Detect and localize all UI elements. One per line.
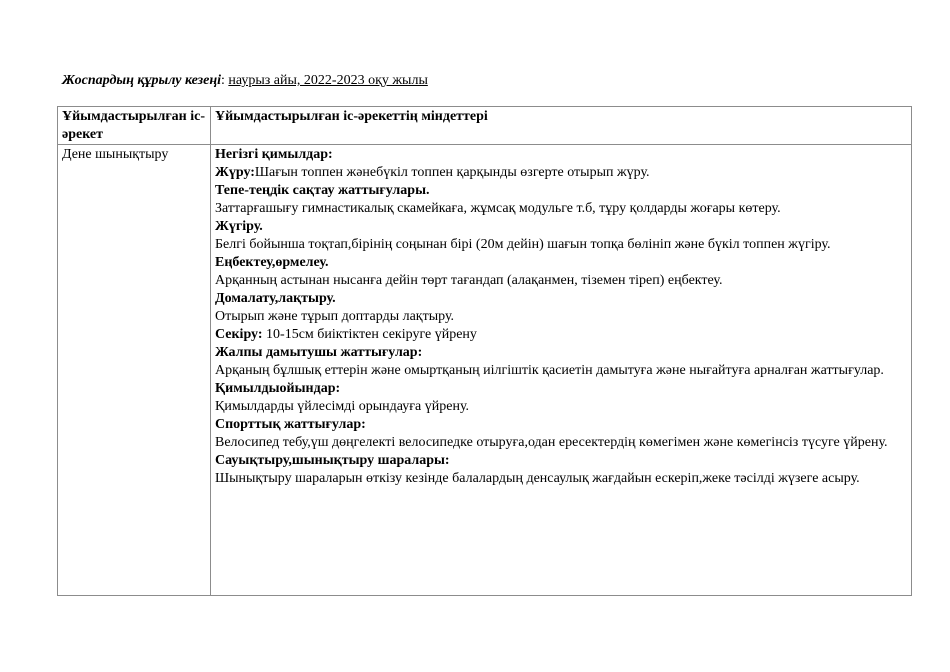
section-text-health-measures: Шынықтыру шараларын өткізу кезінде балалардың денсаулық жағдайын ескеріп,жеке тәсілді жүзеге асыру. xyxy=(215,471,860,486)
section-text-general-exercises: Арқаның бұлшық еттерін және омыртқаның иілгіштік қасиетін дамытуға және нығайтуға арналған жаттығулар. xyxy=(215,363,884,378)
section-text-running: Белгі бойынша тоқтап,бірінің соңынан бірі (20м дейін) шағын топқа бөлініп және бүкіл топпен жүгіру. xyxy=(215,237,831,252)
section-text-throwing: Отырып және тұрып доптарды лақтыру. xyxy=(215,309,455,324)
section-text-active-games: Қимылдарды үйлесімді орындауға үйрену. xyxy=(215,399,470,414)
section-title-balance: Тепе-теңдік сақтау жаттығулары. xyxy=(215,183,430,198)
table-header-row xyxy=(58,107,912,145)
section-title-walking: Жүру: xyxy=(215,165,255,180)
section-text-jumping: 10-15см биіктіктен секіруге үйрену xyxy=(262,327,477,342)
section-title-health-measures: Сауықтыру,шынықтыру шаралары: xyxy=(215,453,450,468)
section-text-balance: Заттарғашығу гимнастикалық скамейкаға, жұмсақ модульге т.б, тұру қолдарды жоғары көтеру. xyxy=(215,201,781,216)
section-title-active-games: Қимылдыойындар: xyxy=(215,381,341,396)
plan-period-separator: : xyxy=(220,73,229,88)
section-jumping xyxy=(215,326,907,344)
plan-period-label: Жоспардың құрылу кезеңі xyxy=(62,73,221,88)
section-text-walking: Шағын топпен жәнебүкіл топпен қарқынды өзгерте отырып жүру. xyxy=(254,165,650,180)
activity-cell: Дене шынықтыру xyxy=(58,145,211,596)
tasks-cell xyxy=(211,145,912,596)
section-title-sports-exercises: Спорттық жаттығулар: xyxy=(215,417,366,432)
column-header-tasks: Ұйымдастырылған іс-әрекеттің міндеттері xyxy=(211,107,912,145)
section-walking xyxy=(215,164,907,182)
section-title-running: Жүгіру. xyxy=(215,219,263,234)
section-title-throwing: Домалату,лақтыру. xyxy=(215,291,336,306)
column-header-activity: Ұйымдастырылған іс-әрекет xyxy=(58,107,211,145)
plan-period-header xyxy=(62,72,428,90)
section-title-crawling: Еңбектеу,өрмелеу. xyxy=(215,255,329,270)
section-text-crawling: Арқанның астынан нысанға дейін төрт тағандап (алақанмен, тіземен тіреп) еңбектеу. xyxy=(215,273,723,288)
plan-period-value: наурыз айы, 2022-2023 оқу жылы xyxy=(228,73,428,88)
section-text-sports-exercises: Велосипед тебу,үш дөңгелекті велосипедке отыруға,одан ересектердің көмегімен және көмегінсіз түсуге үйрену. xyxy=(215,435,888,450)
section-title-jumping: Секіру: xyxy=(215,327,263,342)
section-title-general-exercises: Жалпы дамытушы жаттығулар: xyxy=(215,345,423,360)
plan-table xyxy=(57,106,912,596)
table-row xyxy=(58,145,912,596)
section-title-main-movements: Негізгі қимылдар: xyxy=(215,147,333,162)
